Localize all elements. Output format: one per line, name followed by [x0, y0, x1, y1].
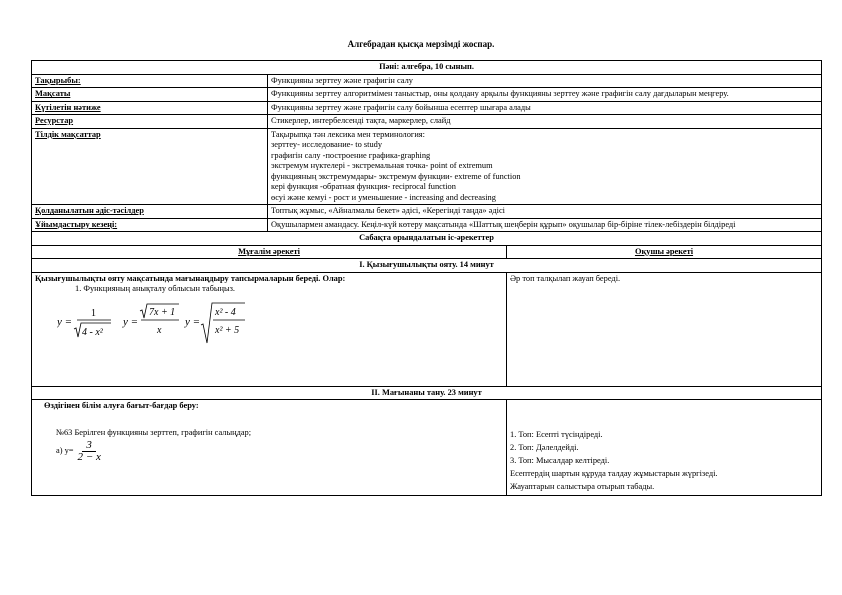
formula1-lhs: y =: [57, 315, 73, 328]
item-a-fraction: [78, 440, 101, 462]
topic-value: Функцияны зерттеу және графигін салу: [271, 75, 413, 85]
stage1-title: І. Қызығушылықты ояту. 14 минут: [359, 260, 494, 269]
item-a-label: а) y=: [56, 445, 74, 455]
topic-row: [31, 75, 822, 89]
methods-row: [31, 205, 822, 219]
stage2-student-line: Есептердің шартын құруда талдау жұмыстарын жүргізеді.: [510, 469, 718, 478]
formula2-numerator: 7x + 1: [149, 306, 176, 318]
formula3-denominator: x² + 5: [215, 324, 240, 336]
domain-formulas: [57, 299, 287, 347]
organization-row: [31, 219, 822, 233]
stage1-student-cell: [507, 273, 821, 386]
stage2-student-line: Жауаптарын салыстыра отырып табады.: [510, 482, 655, 491]
topic-label: Тақырыбы:: [32, 75, 268, 88]
language-goal-line: кері функция -обратная функция- reciprocal function: [271, 182, 456, 191]
stage2-item-a: [44, 440, 503, 462]
column-headers-row: [31, 246, 822, 260]
stage1-task: 1. Функцияның анықталу облысын табыңыз.: [75, 284, 235, 293]
goal-row: [31, 88, 822, 102]
methods-value: Топтық жұмыс, «Айналмалы бекет» әдісі, «Керегінді таңда» әдісі: [271, 206, 506, 215]
lesson-plan-table: [31, 60, 822, 496]
subject-row: [31, 60, 822, 75]
stage2-student-line: 2. Топ: Дәлелдейді.: [510, 443, 579, 452]
stage1-teacher-intro: Қызығушылықты ояту мақсатында мағынаңдыру тапсырмаларын береді. Олар:: [35, 273, 346, 283]
goal-label: Мақсаты: [32, 88, 268, 101]
formula3-lhs: y =: [185, 315, 201, 328]
stage2-title-row: [31, 387, 822, 401]
language-goals-row: [31, 129, 822, 206]
stage1-content-row: [31, 273, 822, 387]
stage2-title: ІІ. Мағынаны тану. 23 минут: [371, 387, 482, 397]
stage2-student-line: 1. Топ: Есепті түсіндіреді.: [510, 430, 603, 439]
language-goal-line: Тақырыпқа тән лексика мен терминология:: [271, 129, 425, 139]
language-goals-list: [268, 129, 821, 205]
organization-value: Оқушылармен амандасу. Кеңіл-күй көтеру мақсатында «Шаттық шеңберін құрып» оқушылар бір-біріне тілек-лебіздерін білдіреді: [271, 219, 736, 229]
resources-label: Ресурстар: [32, 115, 268, 128]
language-goal-line: зерттеу- исследование- to study: [271, 140, 383, 149]
expected-result-value: Функцияны зерттеу және графигін салу бойынша есептер шығара алады: [271, 102, 531, 112]
expected-result-row: [31, 102, 822, 116]
stage1-title-row: [31, 259, 822, 273]
document-title: Алгебрадан қысқа мерзімді жоспар.: [347, 39, 495, 49]
stage1-student-text: Әр топ талқылап жауап береді.: [510, 273, 621, 283]
stage1-teacher-cell: [32, 273, 507, 386]
formula1-denominator: 4 - x²: [82, 326, 103, 338]
formula2-lhs: y =: [123, 315, 139, 328]
item-a-numerator: 3: [82, 440, 96, 452]
activities-header: Сабақта орындалатын іс-әрекеттер: [359, 233, 494, 242]
stage2-task: №63 Берілген функцияны зерттеп, графигін салыңдар;: [56, 427, 252, 437]
stage2-student-line: 3. Топ: Мысалдар келтіреді.: [510, 456, 610, 465]
language-goal-line: графигін салу -построение графика-graphing: [271, 150, 431, 160]
language-goals-label: Тілдік мақсаттар: [32, 129, 268, 205]
formula1-numerator: 1: [91, 307, 96, 319]
methods-label: Қолданылатын әдіс-тәсілдер: [32, 205, 268, 218]
language-goal-line: функцияның экстремумдары- экстремум функции- extreme of function: [271, 171, 521, 181]
expected-result-label: Күтілетін нәтиже: [32, 102, 268, 115]
stage2-teacher-cell: [32, 400, 507, 495]
stage2-teacher-intro: Өздігінен білім алуға бағыт-бағдар беру:: [44, 401, 199, 410]
activities-header-row: [31, 232, 822, 246]
stage2-content-row: [31, 400, 822, 496]
organization-label: Ұйымдастыру кезеңі:: [32, 219, 268, 232]
item-a-denominator: 2 − x: [77, 450, 101, 463]
formula2-denominator: x: [157, 324, 162, 336]
resources-row: [31, 115, 822, 129]
resources-value: Стикерлер, интербелсенді тақта, маркерлер, слайд: [271, 116, 451, 125]
goal-value: Функцияны зерттеу алгоритмімен таныстыр, оны қолдану арқылы функцияны зерттеу және графигін салу дағдыларын меңгеру.: [271, 89, 729, 98]
teacher-column-header: Мұғалім әрекеті: [32, 246, 507, 259]
language-goal-line: экстремум нүктелері - экстремальная точка- point of extremum: [271, 161, 493, 170]
formula3-numerator: x² - 4: [215, 306, 236, 318]
student-column-header: Оқушы әрекеті: [634, 246, 694, 256]
language-goal-line: өсуі және кемуі - рост и уменьшение - increasing and decreasing: [271, 192, 496, 202]
subject-header: Пәні: алгебра, 10 сынып.: [379, 62, 474, 71]
stage2-student-cell: [507, 400, 821, 495]
